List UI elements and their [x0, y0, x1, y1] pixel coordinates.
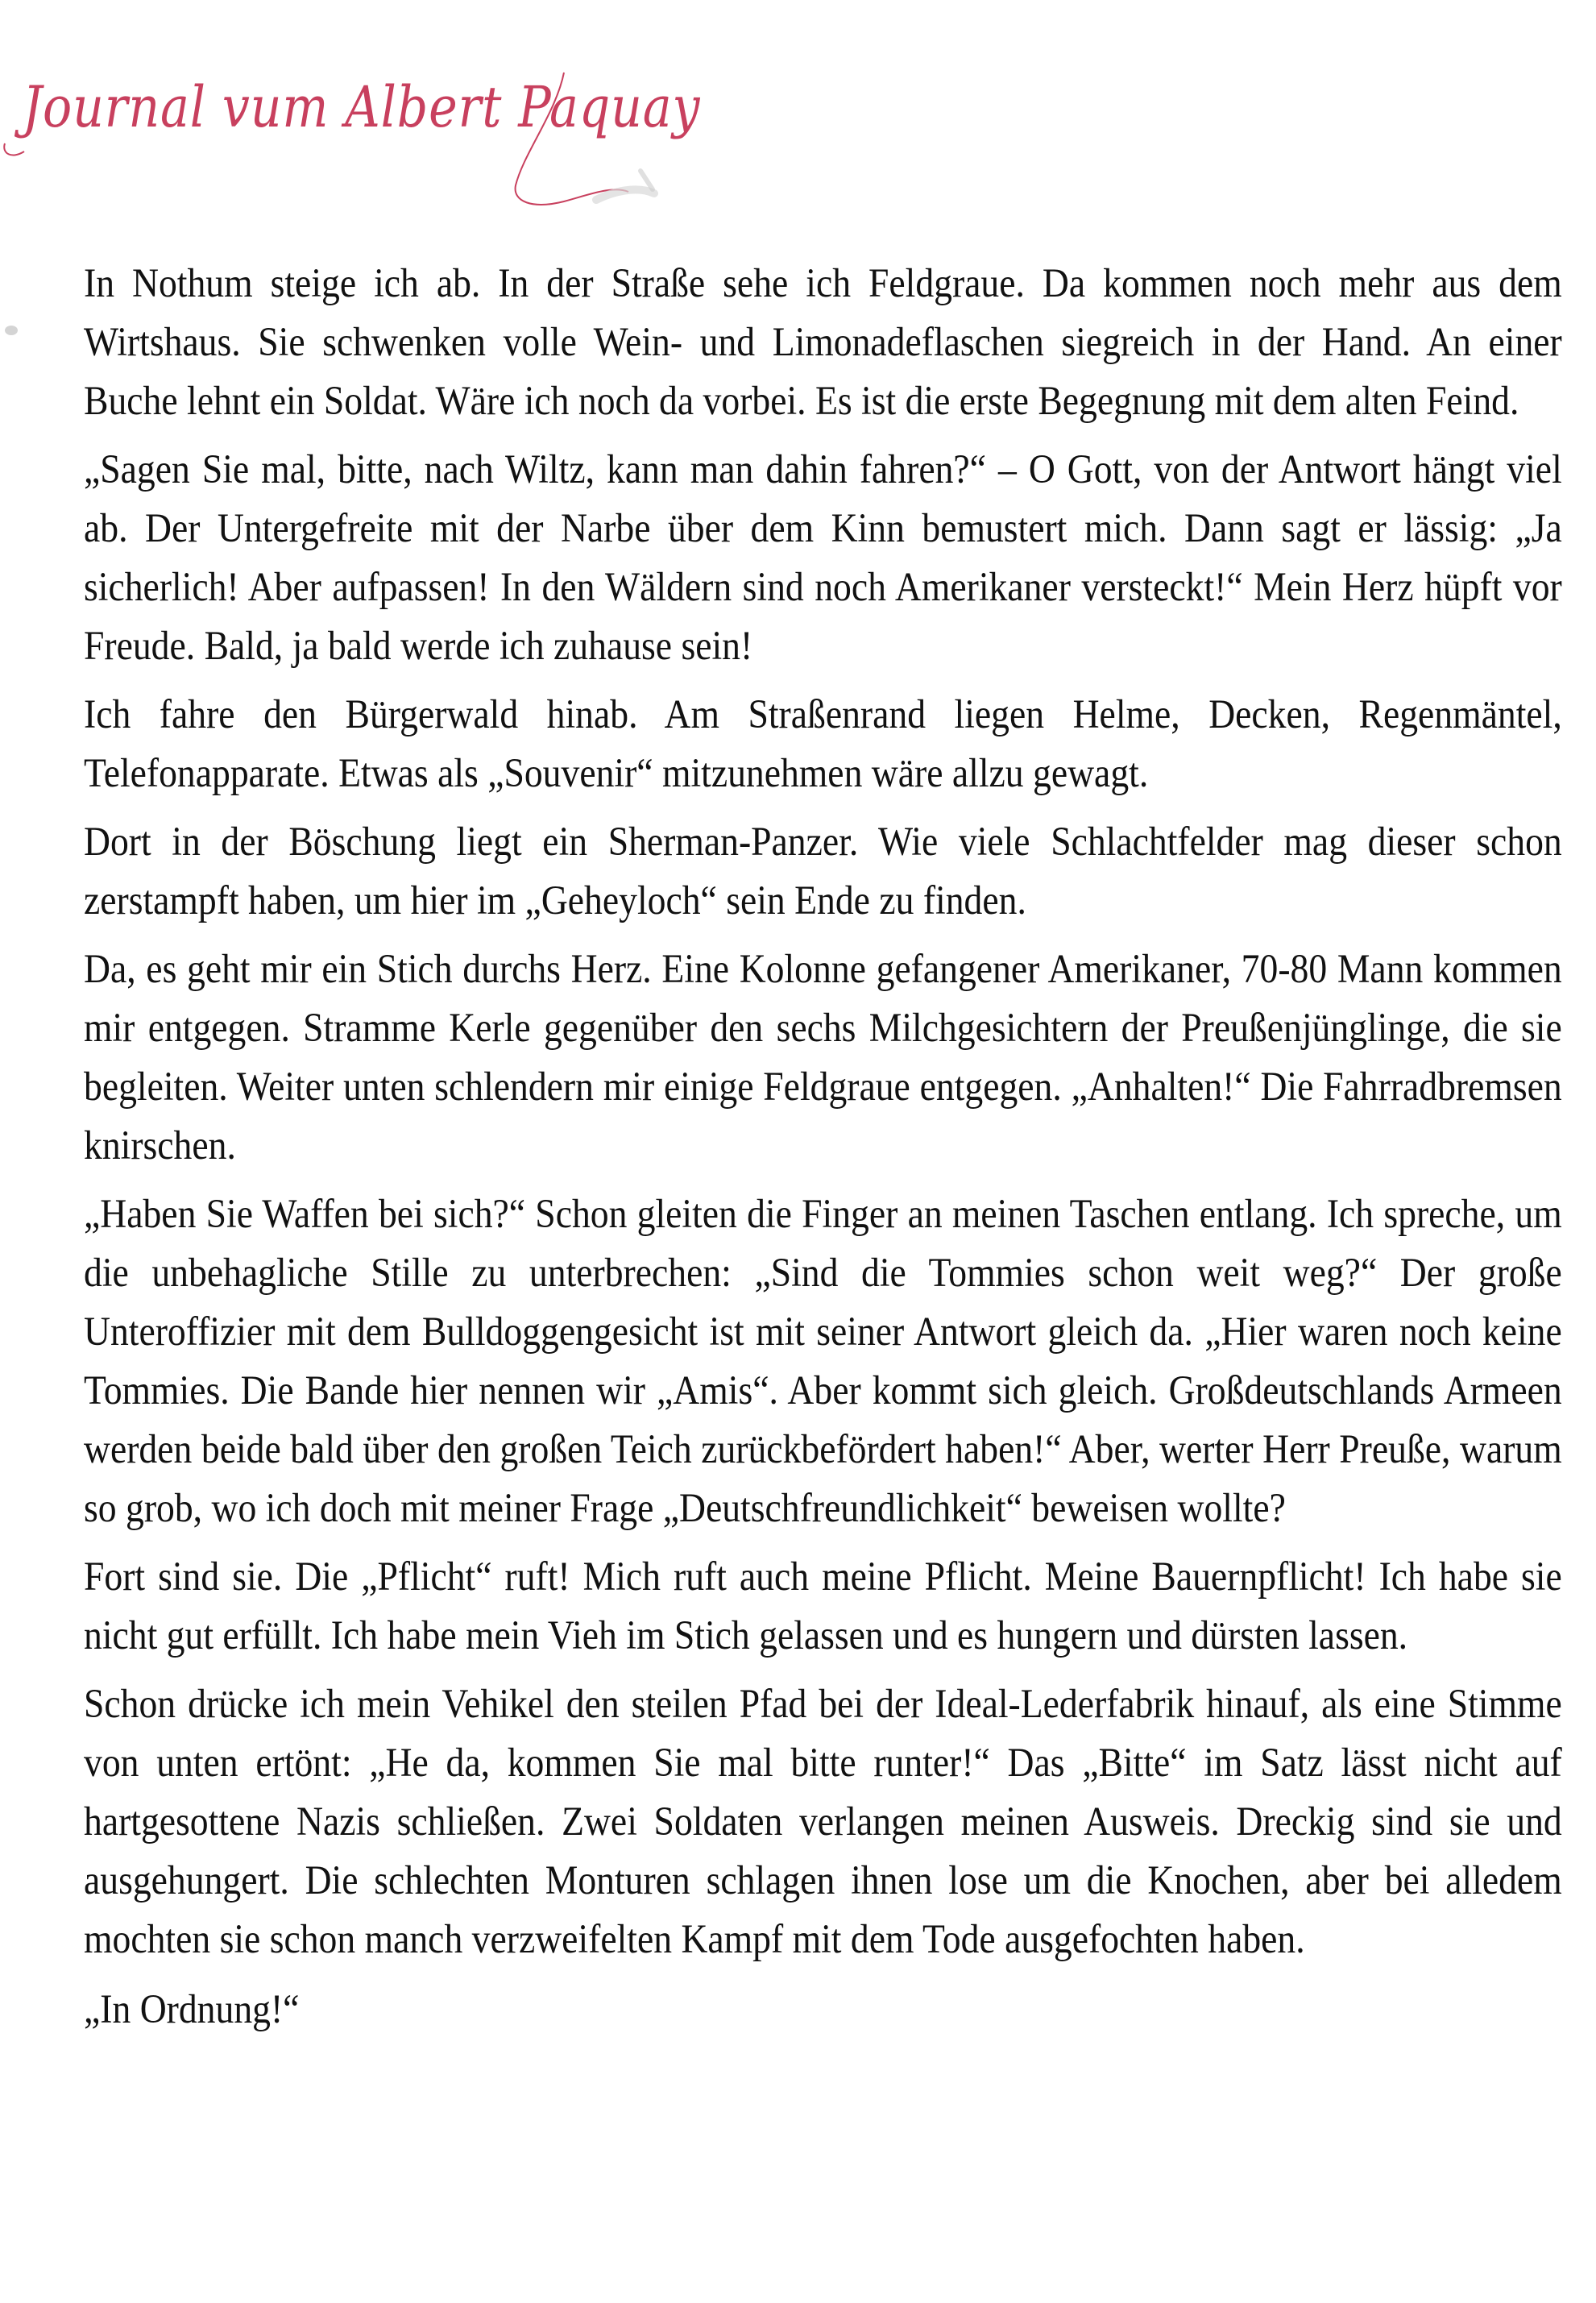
journal-header: [0, 48, 701, 226]
paragraph: Ich fahre den Bürgerwald hinab. Am Straßenrand liegen Helme, Decken, Regenmäntel, Telefonapparate. Etwas als „Souvenir“ mitzunehmen wäre allzu gewagt.: [84, 692, 1562, 796]
paragraph: Schon drücke ich mein Vehikel den steilen Pfad bei der Ideal-Lederfabrik hinauf, als eine Stimme von unten ertönt: „He da, kommen Sie mal bitte runter!“ Das „Bitte“ im Satz lässt nicht auf hartgesottene Nazis schließen. Zwei Soldaten verlangen meinen Ausweis. Dreckig sind sie und ausgehungert. Die schlechten Monturen schlagen ihnen lose um die Knochen, aber bei alledem mochten sie schon manch verzweifelten Kampf mit dem Tode ausgefochten haben.: [84, 1682, 1562, 1962]
paragraph: Fort sind sie. Die „Pflicht“ ruft! Mich ruft auch meine Pflicht. Meine Bauernpflicht! Ich habe sie nicht gut erfüllt. Ich habe mein Vieh im Stich gelassen und es hungern und dürsten lassen.: [84, 1554, 1562, 1658]
paragraph-closing: „In Ordnung!“: [84, 1987, 300, 2032]
paragraph: Da, es geht mir ein Stich durchs Herz. Eine Kolonne gefangener Amerikaner, 70-80 Mann kommen mir entgegen. Stramme Kerle gegenüber den sechs Milchgesichtern der Preußenjünglinge, die sie begleiten. Weiter unten schlendern mir einige Feldgraue entgegen. „Anhalten!“ Die Fahrradbremsen knirschen.: [84, 947, 1562, 1168]
paragraph: „Sagen Sie mal, bitte, nach Wiltz, kann man dahin fahren?“ – O Gott, von der Antwort hängt viel ab. Der Untergefreite mit der Narbe über dem Kinn bemustert mich. Dann sagt er lässig: „Ja sicherlich! Aber aufpassen! In den Wäldern sind noch Amerikaner versteckt!“ Mein Herz hüpft vor Freude. Bald, ja bald werde ich zuhause sein!: [84, 447, 1562, 669]
journal-title: Journal vum Albert Paquay: [23, 74, 701, 140]
scan-speck: [5, 326, 18, 335]
paragraph: „Haben Sie Waffen bei sich?“ Schon gleiten die Finger an meinen Taschen entlang. Ich spreche, um die unbehagliche Stille zu unterbrechen: „Sind die Tommies schon weit weg?“ Der große Unteroffizier mit dem Bulldoggengesicht ist mit seiner Antwort gleich da. „Hier waren noch keine Tommies. Die Bande hier nennen wir „Amis“. Aber kommt sich gleich. Großdeutschlands Armeen werden beide bald über den großen Teich zurückbefördert haben!“ Aber, werter Herr Preuße, warum so grob, wo ich doch mit meiner Frage „Deutschfreundlichkeit“ beweisen wollte?: [84, 1192, 1562, 1531]
paragraph: In Nothum steige ich ab. In der Straße sehe ich Feldgraue. Da kommen noch mehr aus dem Wirtshaus. Sie schwenken volle Wein- und Limonadeflaschen siegreich in der Hand. An einer Buche lehnt ein Soldat. Wäre ich noch da vorbei. Es ist die erste Begegnung mit dem alten Feind.: [84, 261, 1562, 424]
journal-body: [84, 255, 1562, 2049]
paragraph: Dort in der Böschung liegt ein Sherman-Panzer. Wie viele Schlachtfelder mag dieser schon zerstampft haben, um hier im „Geheyloch“ sein Ende zu finden.: [84, 820, 1562, 923]
